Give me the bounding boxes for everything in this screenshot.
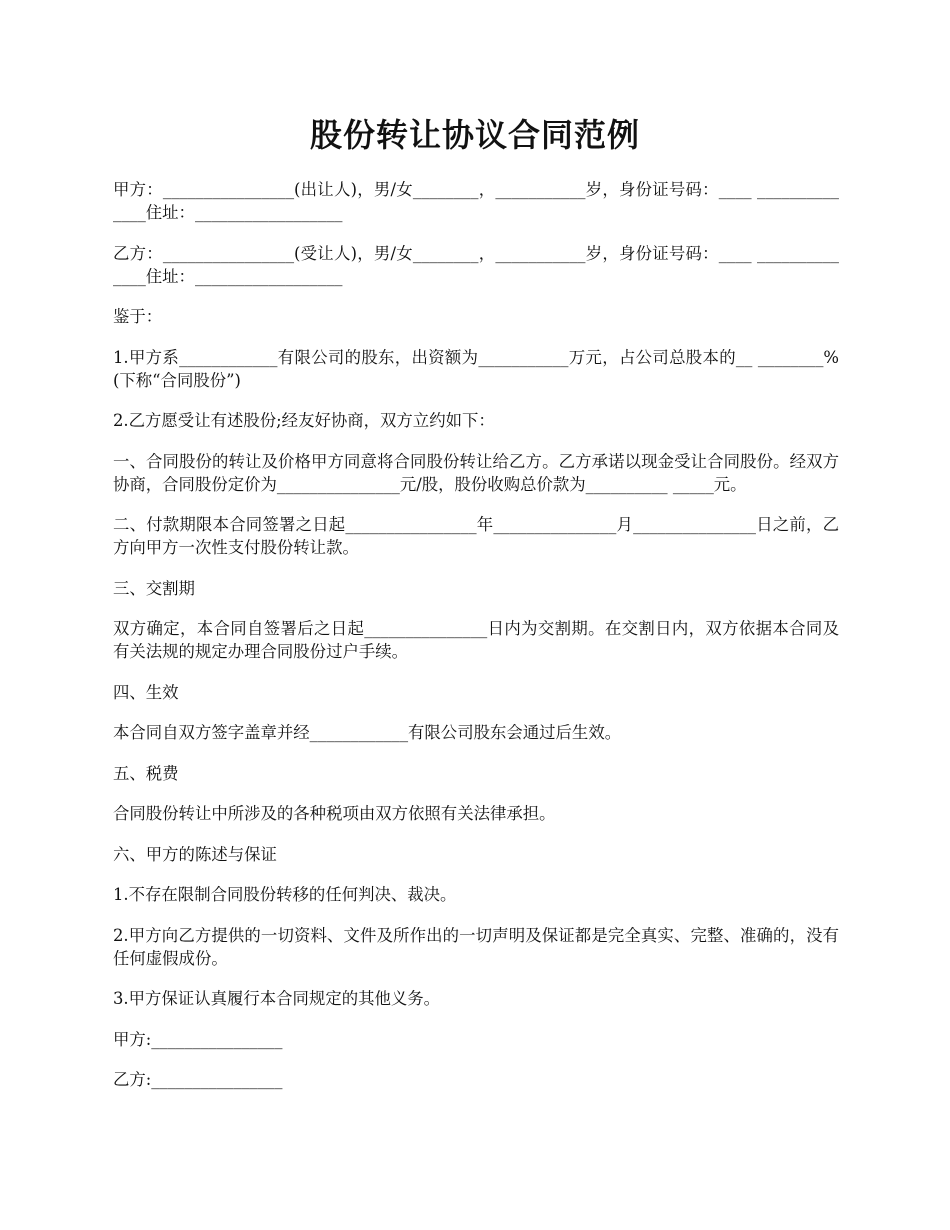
section-6-item-2: 2.甲方向乙方提供的一切资料、文件及所作出的一切声明及保证都是完全真实、完整、准确的，没有任何虚假成份。 — [113, 925, 839, 968]
section-3-heading: 三、交割期 — [113, 578, 195, 598]
whereas-clause-1: 1.甲方系____________有限公司的股东，出资额为___________万元，占公司总股本的__ ________%(下称“合同股份”) — [113, 347, 839, 390]
document-title: 股份转让协议合同范例 — [309, 116, 640, 154]
party-b-signature-line: 乙方:________________ — [113, 1070, 283, 1089]
section-5-heading: 五、税费 — [113, 763, 179, 783]
section-6-heading: 六、甲方的陈述与保证 — [113, 844, 277, 864]
section-4-body: 本合同自双方签字盖章并经____________有限公司股东会通过后生效。 — [113, 723, 622, 742]
section-4-heading: 四、生效 — [113, 682, 179, 702]
party-a-signature-line: 甲方:________________ — [113, 1029, 283, 1049]
section-2-payment-term: 二、付款期限本合同签署之日起________________年_______________月_______________日之前，乙方向甲方一次性支付股份转让款。 — [113, 515, 839, 557]
section-1-transfer-price: 一、合同股份的转让及价格甲方同意将合同股份转让给乙方。乙方承诺以现金受让合同股份。经双方协商，合同股份定价为_______________元/股，股份收购总价款为__________ _____元。 — [113, 451, 839, 494]
section-5-body: 合同股份转让中所涉及的各种税项由双方依照有关法律承担。 — [113, 804, 556, 823]
document-body — [113, 178, 839, 1109]
whereas-heading: 鉴于： — [113, 307, 163, 326]
section-6-item-1: 1.不存在限制合同股份转移的任何判决、裁决。 — [113, 885, 457, 904]
whereas-clause-2: 2.乙方愿受让有述股份;经友好协商，双方立约如下： — [113, 411, 495, 430]
party-b-info: 乙方：________________(受让人)，男/女________，___________岁，身份证号码：____ ______________住址：__________________ — [113, 243, 839, 286]
section-6-item-3: 3.甲方保证认真履行本合同规定的其他义务。 — [113, 989, 441, 1008]
party-a-info: 甲方：________________(出让人)，男/女________，___________岁，身份证号码：____ ______________住址：__________________ — [113, 180, 839, 222]
section-3-body: 双方确定，本合同自签署后之日起_______________日内为交割期。在交割日内，双方依据本合同及有关法规的规定办理合同股份过户手续。 — [113, 619, 839, 661]
